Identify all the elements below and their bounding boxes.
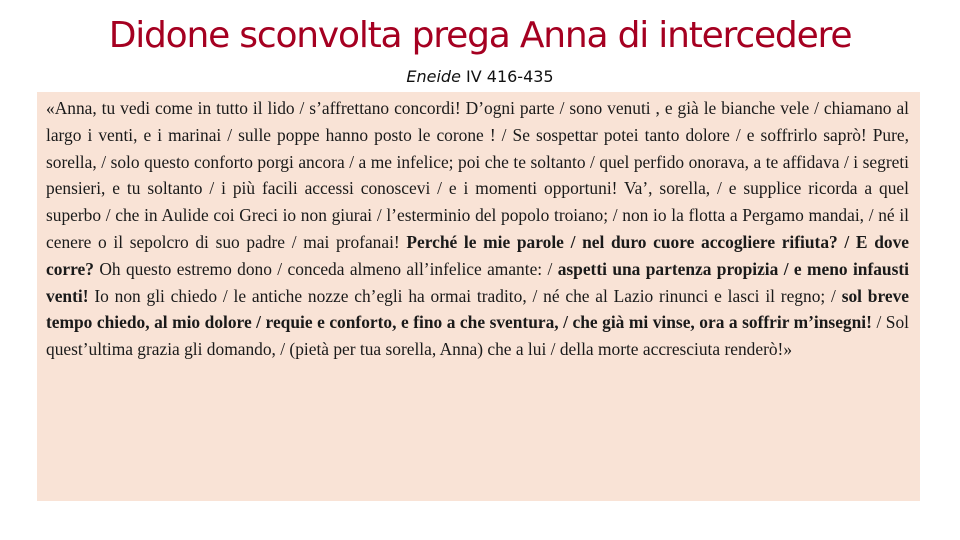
book-lines: IV 416-435 <box>460 67 554 86</box>
passage-text <box>46 95 909 363</box>
work-title: Eneide <box>406 67 461 86</box>
slide-title: Didone sconvolta prega Anna di intercedere <box>108 15 852 56</box>
passage-segment-bold: aspetti una partenza propizia / e meno infausti venti! <box>46 258 909 306</box>
passage-box <box>37 92 920 501</box>
passage-segment-bold: Perché le mie parole / nel duro cuore accogliere rifiuta? / E dove corre? <box>46 231 909 279</box>
passage-segment: «Anna, tu vedi come in tutto il lido / s’affrettano concordi! D’ogni parte / sono venuti , e già le bianche vele / chiamano al largo i venti, e i marinai / sulle poppe hanno posto le corone ! / Se sospettar potei tanto dolore / e soffrirlo saprò! Pure, sorella, / solo questo conforto porgi ancora / a me infelice; poi che te soltanto / quel perfido onorava, a te affidava / i segreti pensieri, e tu soltanto / i più facili accessi conoscevi / e i momenti opportuni! Va’, sorella, / e supplice ricorda a quel superbo / che in Aulide coi Greci io non giurai / l’esterminio del popolo troiano; / non io la flotta a Pergamo mandai, / né il cenere o il sepolcro di suo padre / mai profanai! <box>46 98 909 252</box>
source-reference <box>0 66 960 88</box>
passage-segment: / Sol quest’ultima grazia gli domando, / (pietà per tua sorella, Anna) che a lui / della morte accresciuta renderò!» <box>46 312 909 360</box>
passage-segment: Oh questo estremo dono / conceda almeno all’infelice amante: / <box>93 258 558 279</box>
passage-segment-bold: sol breve tempo chiedo, al mio dolore / requie e conforto, e fino a che sventura, / che già mi vinse, ora a soffrir m’insegni! <box>46 285 910 333</box>
passage-segment: Io non gli chiedo / le antiche nozze ch’egli ha ormai tradito, / né che al Lazio rinunci e lasci il regno; / <box>88 285 842 306</box>
